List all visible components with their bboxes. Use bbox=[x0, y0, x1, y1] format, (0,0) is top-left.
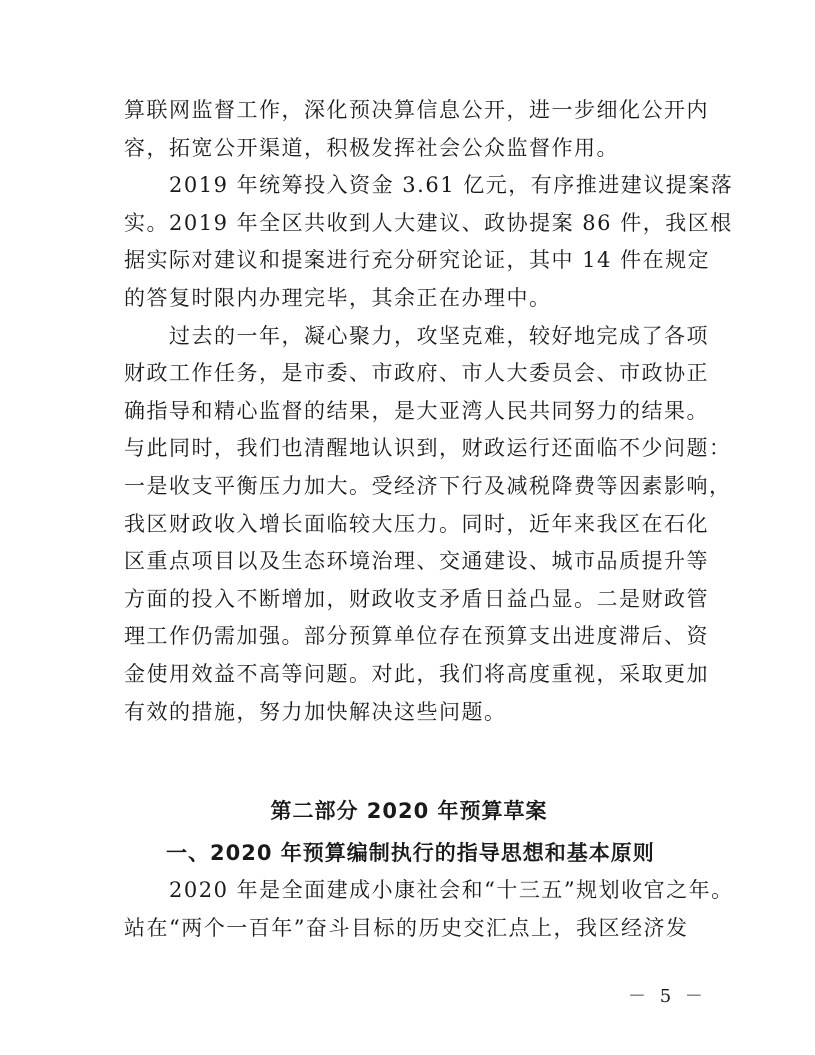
page-number: － 5 － bbox=[628, 986, 707, 1007]
paragraph-proposals bbox=[124, 167, 734, 317]
text-line: 容，拓宽公开渠道，积极发挥社会公众监督作用。 bbox=[124, 135, 619, 160]
text-line: 2019 年统筹投入资金 3.61 亿元，有序推进建议提案落 bbox=[124, 173, 734, 198]
subsection-heading: 一、2020 年预算编制执行的指导思想和基本原则 bbox=[166, 840, 655, 865]
text-line: 有效的措施，努力加快解决这些问题。 bbox=[124, 699, 507, 724]
text-line: 理工作仍需加强。部分预算单位存在预算支出进度滞后、资 bbox=[124, 624, 709, 649]
section-spacer bbox=[124, 731, 694, 793]
section-heading: 第二部分 2020 年预算草案 bbox=[270, 799, 548, 824]
text-line: 过去的一年，凝心聚力，攻坚克难，较好地完成了各项 bbox=[124, 323, 709, 348]
text-line: 的答复时限内办理完毕，其余正在办理中。 bbox=[124, 285, 552, 310]
paragraph-supervision bbox=[124, 92, 709, 167]
text-line: 确指导和精心监督的结果，是大亚湾人民共同努力的结果。 bbox=[124, 398, 709, 423]
paragraph-closing bbox=[124, 872, 734, 947]
text-line: 算联网监督工作，深化预决算信息公开，进一步细化公开内 bbox=[124, 98, 709, 122]
text-line: 财政工作任务，是市委、市政府、市人大委员会、市政协正 bbox=[124, 361, 709, 386]
text-line: 与此同时，我们也清醒地认识到，财政运行还面临不少问题： bbox=[124, 436, 732, 461]
document-body bbox=[124, 92, 734, 947]
text-line: 实。2019 年全区共收到人大建议、政协提案 86 件，我区根 bbox=[124, 210, 733, 235]
paragraph-review bbox=[124, 318, 732, 732]
text-line: 据实际对建议和提案进行充分研究论证，其中 14 件在规定 bbox=[124, 248, 711, 273]
text-line: 我区财政收入增长面临较大压力。同时，近年来我区在石化 bbox=[124, 511, 709, 536]
text-line: 一是收支平衡压力加大。受经济下行及减税降费等因素影响， bbox=[124, 473, 732, 498]
text-line: 方面的投入不断增加，财政收支矛盾日益凸显。二是财政管 bbox=[124, 586, 709, 611]
text-line: 区重点项目以及生态环境治理、交通建设、城市品质提升等 bbox=[124, 549, 709, 574]
text-line: 金使用效益不高等问题。对此，我们将高度重视，采取更加 bbox=[124, 661, 709, 686]
text-line: 站在“两个一百年”奋斗目标的历史交汇点上，我区经济发 bbox=[124, 915, 689, 940]
text-line: 2020 年是全面建成小康社会和“十三五”规划收官之年。 bbox=[124, 878, 734, 903]
